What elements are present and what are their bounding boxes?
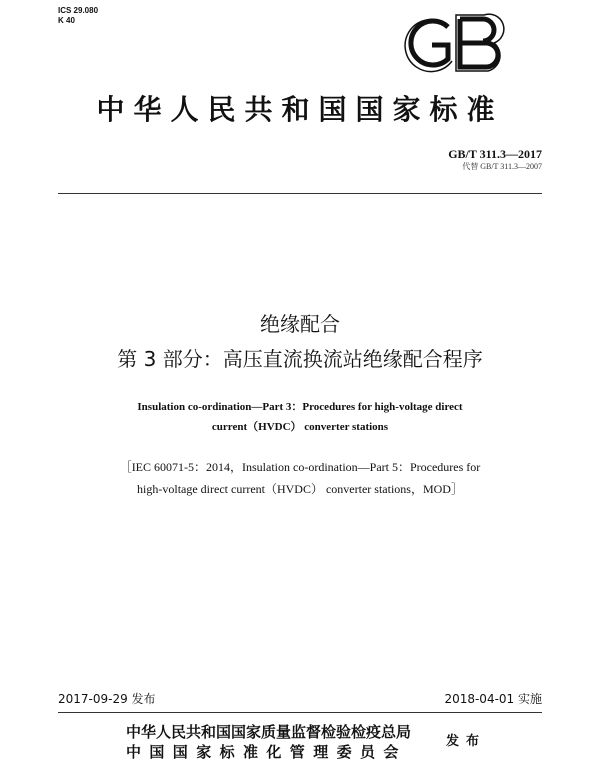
bottom-divider <box>58 712 542 713</box>
replaces-standard: 代替 GB/T 311.3—2007 <box>462 162 542 171</box>
title-cn-main: 绝缘配合 <box>260 312 340 336</box>
national-standard-title: 中华人民共和国国家标准 <box>96 93 504 126</box>
implementation-date: 2018-04-01 实施 <box>444 692 542 706</box>
issue-date: 2017-09-29 发布 <box>58 692 156 706</box>
ccs-code: K 40 <box>58 16 75 25</box>
title-en-line: Insulation co-ordination—Part 3：Procedures for high-voltage direct <box>137 401 463 413</box>
publish-label: 发布 <box>446 734 487 749</box>
title-en-line: current（HVDC） converter stations <box>211 421 389 433</box>
top-divider <box>58 193 542 194</box>
equivalence-line: high-voltage direct current（HVDC） converter stations，MOD］ <box>137 482 463 496</box>
issuer-sac: 中国国家标准化管理委员会 <box>126 743 407 761</box>
title-en <box>60 397 540 437</box>
ics-code: ICS 29.080 <box>58 6 99 15</box>
classification-codes <box>58 6 98 26</box>
equivalence-line: ［IEC 60071-5：2014，Insulation co-ordination—Part 5：Procedures for <box>119 460 481 474</box>
title-cn-part: 第 3 部分：高压直流换流站绝缘配合程序 <box>117 347 483 371</box>
issuer-aqsiq: 中华人民共和国国家质量监督检验检疫总局 <box>126 723 412 741</box>
equivalence-statement <box>40 456 560 500</box>
standard-number: GB/T 311.3—2017 <box>448 147 542 161</box>
issuing-authorities <box>126 722 411 762</box>
gb-logo <box>398 13 510 73</box>
